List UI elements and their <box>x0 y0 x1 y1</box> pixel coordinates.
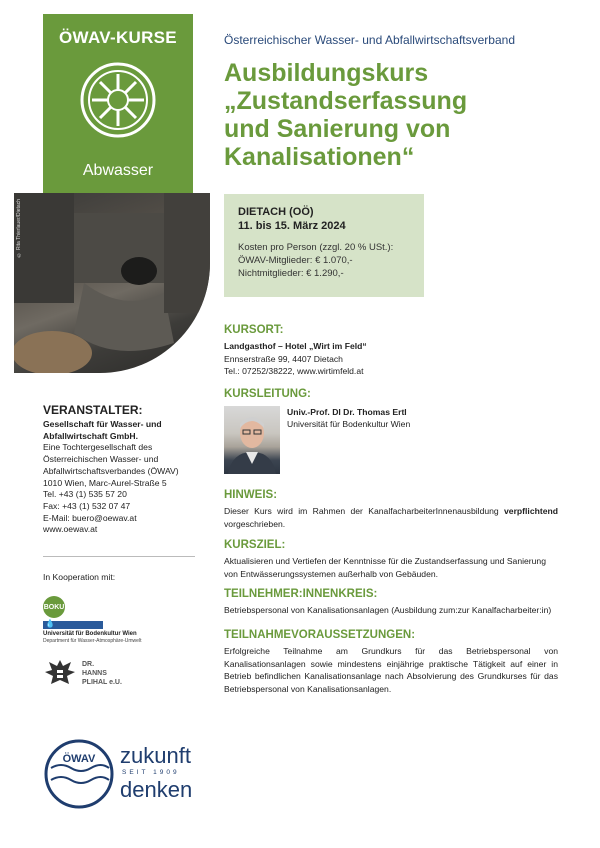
boku-logo: BOKU <box>43 596 65 618</box>
cost-label: Kosten pro Person (zzgl. 20 % USt.): <box>238 242 394 253</box>
course-title-line: Kanalisationen“ <box>224 143 415 171</box>
slogan-denken: denken <box>120 777 193 802</box>
leader-name: Univ.-Prof. DI Dr. Thomas Ertl <box>287 407 407 417</box>
course-title-line: Ausbildungskurs <box>224 59 429 87</box>
boku-department: Department für Wasser-Atmosphäre-Umwelt <box>43 638 142 644</box>
sewer-pipe-illustration <box>14 193 210 373</box>
course-title <box>224 59 574 171</box>
hinweis-emphasis: verpflichtend <box>504 506 558 516</box>
course-info-box <box>224 194 424 297</box>
manhole-icon <box>66 60 170 140</box>
org-name: Österreichischer Wasser- und Abfallwirtschaftsverband <box>224 33 515 47</box>
brand-header <box>43 14 193 194</box>
leader-affiliation: Universität für Bodenkultur Wien <box>287 419 411 429</box>
venue-address: Ennserstraße 99, 4407 Dietach <box>224 353 343 364</box>
boku-name: Universität für Bodenkultur Wien <box>43 631 137 637</box>
course-title-line: und Sanierung von <box>224 115 451 143</box>
brand-title: ÖWAV-KURSE <box>59 28 177 47</box>
person-avatar-icon <box>224 406 280 474</box>
organizer-address: 1010 Wien, Marc-Aurel-Straße 5 <box>43 477 167 488</box>
organizer-email: E-Mail: buero@oewav.at <box>43 512 137 523</box>
photo-credit: © Rita Thierlauer/Dietach <box>16 199 22 258</box>
organizer-tel: Tel. +43 (1) 535 57 20 <box>43 489 127 500</box>
course-title-line: „Zustandserfassung <box>224 87 468 115</box>
kursziel-text: Aktualisieren und Vertiefen der Kenntnisse für die Zustandserfassung und Sanierung von Entwässerungssystemen außerhalb von Gebäuden. <box>224 556 546 579</box>
sewer-photo <box>14 193 210 373</box>
eagle-crest-icon <box>43 656 77 690</box>
cooperation-label: In Kooperation mit: <box>43 572 116 582</box>
venue-name: Landgasthof – Hotel „Wirt im Feld“ <box>224 341 367 351</box>
kursziel-heading: KURSZIEL: <box>224 539 286 551</box>
plihal-line: DR. <box>82 661 95 668</box>
voraussetzungen-heading: TEILNAHMEVORAUSSETZUNGEN: <box>224 629 416 641</box>
voraussetzungen-text: Erfolgreiche Teilnahme am Grundkurs für das Betriebspersonal von Kanalisationsanlagen sowie mindestens einjährige praktische Tätigkeit auf einer in Betrieb befindlichen Kanalisationsanlage nach Absolvierung des Grundkurses für das Betriebspersonal von Kanalisationsanlagen. <box>224 646 558 694</box>
oewav-logo <box>43 738 115 810</box>
water-drop-icon: 💧 <box>45 619 55 628</box>
kursort-heading: KURSORT: <box>224 324 284 336</box>
organizer-description: Eine Tochtergesellschaft des Österreichischen Wasser- und Abfallwirtschaftsverbandes (ÖWAV) <box>43 442 179 476</box>
hinweis-heading: HINWEIS: <box>224 489 278 501</box>
kursort-text <box>224 340 558 378</box>
organizer-fax: Fax: +43 (1) 532 07 47 <box>43 500 131 511</box>
hinweis-text-part: vorgeschrieben. <box>224 518 286 529</box>
hinweis-text-part: Dieser Kurs wird im Rahmen der KanalfacharbeiterInnenausbildung <box>224 506 499 516</box>
hinweis-text <box>224 505 558 530</box>
oewav-logo-letters: ÖWAV <box>62 753 96 765</box>
organizer-name: Gesellschaft für Wasser- und Abfallwirtschaft GmbH. <box>43 419 162 441</box>
veranstalter-text <box>43 419 195 536</box>
plihal-line: PLIHAL e.U. <box>82 679 122 686</box>
teilnehmer-text: Betriebspersonal von Kanalisationsanlagen (Ausbildung zum:zur Kanalfacharbeiter:in) <box>224 605 552 615</box>
plihal-line: HANNS <box>82 670 107 677</box>
venue-contact: Tel.: 07252/38222, www.wirtimfeld.at <box>224 366 364 376</box>
divider <box>43 556 195 557</box>
slogan-zukunft: zukunft <box>120 743 191 768</box>
teilnehmer-heading: TEILNEHMER:INNENKREIS: <box>224 588 378 600</box>
slogan-since: SEIT 1909 <box>122 769 180 776</box>
course-dates: 11. bis 15. März 2024 <box>238 220 346 232</box>
category-label: Abwasser <box>82 162 154 179</box>
plihal-logo <box>82 660 122 687</box>
organizer-web: www.oewav.at <box>43 524 98 535</box>
leader-portrait <box>224 406 280 474</box>
leader-info <box>287 406 410 430</box>
veranstalter-heading: VERANSTALTER: <box>43 403 143 417</box>
kursleitung-heading: KURSLEITUNG: <box>224 388 311 400</box>
member-price: ÖWAV-Mitglieder: € 1.070,- <box>238 255 353 266</box>
non-member-price: Nichtmitglieder: € 1.290,- <box>238 268 344 279</box>
course-location: DIETACH (OÖ) <box>238 206 314 218</box>
